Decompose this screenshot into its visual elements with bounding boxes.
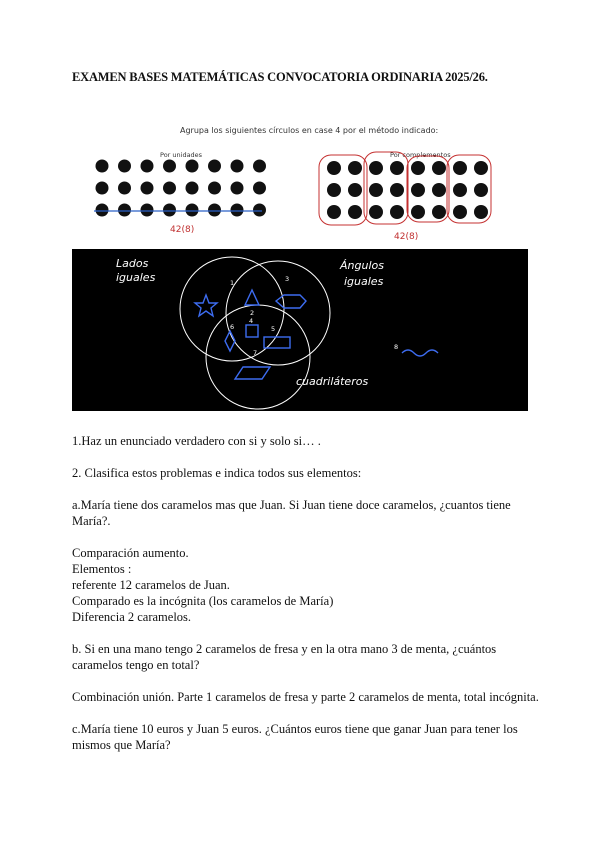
counting-dot (327, 161, 341, 175)
answer-a-referent: referente 12 caramelos de Juan. (72, 578, 230, 592)
counting-dot (253, 182, 266, 195)
counting-dot (231, 204, 244, 217)
sides-label-2: iguales (116, 271, 156, 284)
region-number-1: 1 (230, 279, 235, 287)
quadrilaterals-label: cuadriláteros (296, 375, 369, 388)
problem-c-line1: c.María tiene 10 euros y Juan 5 euros. ¿Cuántos euros tiene que ganar Juan para tener los (72, 722, 518, 736)
counting-dot (141, 160, 154, 173)
counting-dot (411, 183, 425, 197)
counting-dot (186, 182, 199, 195)
counting-dot (163, 182, 176, 195)
counting-dot (96, 182, 109, 195)
left-method-label: Por unidades (160, 151, 203, 159)
answer-a-classification: Comparación aumento. (72, 546, 189, 560)
counting-dot (390, 161, 404, 175)
counting-dot (369, 161, 383, 175)
counting-dot (208, 160, 221, 173)
region-number-3: 3 (285, 275, 290, 283)
parallelogram-shape (235, 367, 270, 379)
region-number-4: 4 (249, 317, 254, 325)
angles-label-2: iguales (344, 275, 384, 288)
square-shape (246, 325, 258, 337)
counting-dot (411, 205, 425, 219)
counting-dot (231, 160, 244, 173)
counting-dot (390, 205, 404, 219)
counting-dot (369, 183, 383, 197)
counting-dot (186, 160, 199, 173)
counting-dot (474, 183, 488, 197)
region-number-2: 2 (250, 309, 255, 317)
counting-dot (118, 160, 131, 173)
problem-a-line1: a.María tiene dos caramelos mas que Juan. Si Juan tiene doce caramelos, ¿cuantos tiene (72, 498, 511, 512)
region-number-5: 5 (271, 325, 276, 333)
region-number-7: 7 (253, 349, 258, 357)
problem-b-line2: caramelos tengo en total? (72, 658, 200, 672)
counting-dot (253, 204, 266, 217)
answer-a-difference: Diferencia 2 caramelos. (72, 610, 192, 624)
counting-dot (348, 161, 362, 175)
problem-c-line2: mismos que María? (72, 738, 171, 752)
counting-dot (432, 161, 446, 175)
right-method-label: Por complementos (390, 151, 451, 159)
counting-dot (118, 182, 131, 195)
quadrilateral-doodle (402, 350, 438, 356)
question-1: 1.Haz un enunciado verdadero con si y solo si… . (72, 434, 321, 448)
counting-dot (96, 160, 109, 173)
counting-dot (453, 161, 467, 175)
counting-dot (163, 160, 176, 173)
problem-b-line1: b. Si en una mano tengo 2 caramelos de fresa y en la otra mano 3 de menta, ¿cuántos (72, 642, 497, 656)
answer-a-compared: Comparado es la incógnita (los caramelos de María) (72, 594, 334, 608)
counting-dot (390, 183, 404, 197)
venn-shapes (195, 290, 438, 379)
counting-dot (118, 204, 131, 217)
problem-a-line2: María?. (72, 514, 111, 528)
left-answer: 42(8) (170, 225, 195, 235)
circles-grouping-figure (72, 119, 528, 246)
hexagon-shape (276, 295, 306, 308)
counting-dot (453, 183, 467, 197)
counting-dot (141, 182, 154, 195)
region-number-8: 8 (394, 343, 399, 351)
counting-dot (327, 205, 341, 219)
counting-dot (96, 204, 109, 217)
counting-dot (186, 204, 199, 217)
counting-dot (411, 161, 425, 175)
counting-dot (141, 204, 154, 217)
counting-dot (348, 205, 362, 219)
counting-dot (327, 183, 341, 197)
right-answer: 42(8) (394, 232, 419, 242)
counting-dot (208, 182, 221, 195)
counting-dot (474, 205, 488, 219)
question-2: 2. Clasifica estos problemas e indica todos sus elementos: (72, 466, 362, 480)
counting-dot (432, 183, 446, 197)
angles-label-1: Ángulos (340, 259, 384, 272)
counting-dot (348, 183, 362, 197)
page-title: EXAMEN BASES MATEMÁTICAS CONVOCATORIA ORDINARIA 2025/26. (72, 70, 488, 84)
star-shape (195, 295, 217, 316)
left-dots-group (96, 160, 267, 217)
answer-b: Combinación unión. Parte 1 caramelos de fresa y parte 2 caramelos de menta, total incógnita. (72, 690, 539, 704)
figure-instruction: Agrupa los siguientes círculos en case 4 por el método indicado: (180, 126, 439, 135)
region-number-6: 6 (230, 323, 235, 331)
counting-dot (231, 182, 244, 195)
answer-a-elements-heading: Elementos : (72, 562, 132, 576)
counting-dot (163, 204, 176, 217)
counting-dot (453, 205, 467, 219)
counting-dot (369, 205, 383, 219)
sides-label-1: Lados (116, 257, 149, 270)
counting-dot (208, 204, 221, 217)
venn-diagram-figure (72, 249, 528, 411)
counting-dot (432, 205, 446, 219)
counting-dot (474, 161, 488, 175)
counting-dot (253, 160, 266, 173)
triangle-shape (245, 290, 259, 305)
